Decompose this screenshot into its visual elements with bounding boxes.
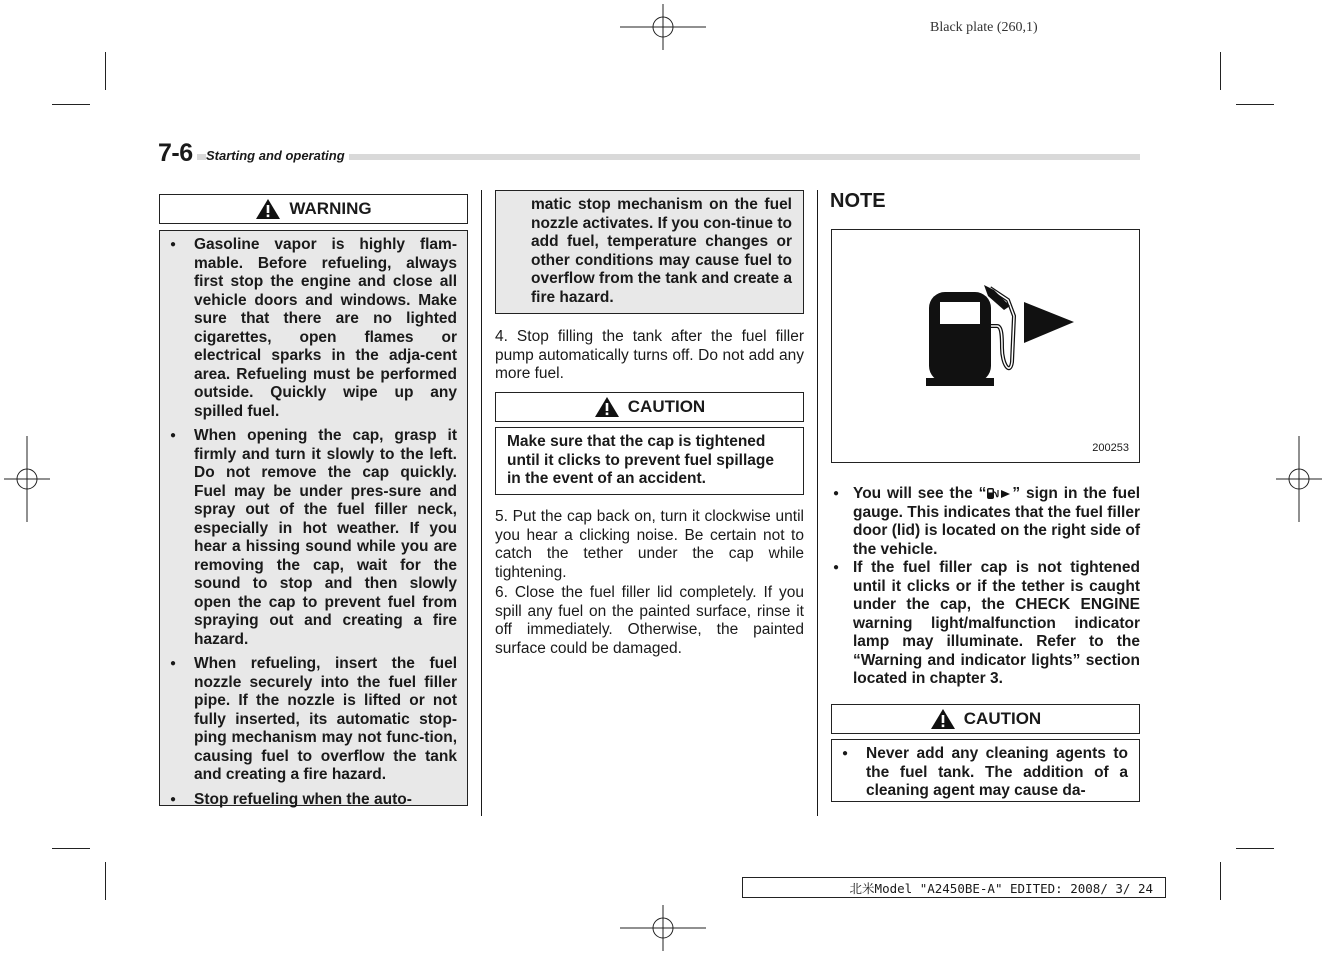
crop-mark	[1220, 862, 1221, 900]
step-4: 4. Stop filling the tank after the fuel filler pump automatically turns off. Do not add any more fuel.	[495, 328, 804, 382]
crop-mark	[52, 104, 90, 105]
fuel-gauge-figure	[831, 229, 1140, 463]
footer-text: 北米Model "A2450BE-A" EDITED: 2008/ 3/ 24	[849, 880, 1153, 896]
crop-mark	[105, 862, 106, 900]
caution-header	[495, 392, 804, 422]
warning-continued-text: matic stop mechanism on the fuel nozzle activates. If you con-tinue to add fuel, temperature changes or other conditions may cause fuel to overflow from the tank and create a fire hazard.	[531, 196, 792, 306]
registration-mark-bottom	[620, 903, 706, 953]
caution-title: CAUTION	[627, 397, 706, 416]
caution-icon	[930, 708, 956, 730]
note-text-start: You will see the “	[853, 485, 987, 502]
column-divider	[481, 190, 482, 816]
step-5: 5. Put the cap back on, turn it clockwise until you hear a clicking noise. Be certain not to catch the tether under the cap while tightening.	[495, 508, 804, 581]
note-list	[831, 485, 1140, 689]
crop-mark	[1236, 104, 1274, 105]
note-text-end: ” sign in the fuel gauge. This indicates that the fuel filler door (lid) is located on the right side of the vehicle.	[853, 485, 1141, 558]
caution-title-2: CAUTION	[963, 709, 1042, 728]
fuel-door-icon	[986, 486, 1012, 501]
caution-body-2	[831, 739, 1140, 802]
warning-header	[159, 194, 468, 224]
crop-mark	[105, 52, 106, 90]
warning-continued-box	[495, 190, 804, 314]
warning-body	[159, 230, 468, 806]
warning-bullet: ● When refueling, insert the fuel nozzle securely into the fuel filler pipe. If the nozzle is lifted or not fully inserted, its automatic stop-ping mechanism may not func-tion, causing fuel to overflow the tank and creating a fire hazard.	[160, 655, 457, 785]
note-bullet	[831, 485, 1140, 559]
caution-text: Make sure that the cap is tightened until it clicks to prevent fuel spillage in the event of an accident.	[507, 433, 775, 487]
note-bullet: ● If the fuel filler cap is not tightened until it clicks or if the tether is caught under the cap, the CHECK ENGINE warning light/malfunction indicator lamp may illuminate. Refer to the “Warning and indicator lights” section located in chapter 3.	[831, 559, 1140, 689]
figure-code: 200253	[1092, 442, 1129, 454]
warning-bullet: ● When opening the cap, grasp it firmly and turn it slowly to the left. Do not remove the cap quickly. Fuel may be under pres-sure and spray out of the fuel filler neck, especially in hot weather. If you hear a hissing sound while you are removing the cap, wait for the sound to stop and then slowly open the cap to prevent fuel from spraying out and creating a fire hazard.	[160, 427, 457, 649]
fuel-pump-icon	[832, 230, 1141, 464]
caution-bullet: ● Never add any cleaning agents to the fuel tank. The addition of a cleaning agent may cause da-	[832, 745, 1128, 801]
caution-header-2	[831, 704, 1140, 734]
step-6: 6. Close the fuel filler lid completely. If you spill any fuel on the painted surface, rinse it off immediately. Otherwise, the painted surface could be damaged.	[495, 584, 804, 657]
page-number: 7-6	[158, 139, 197, 168]
warning-title: WARNING	[289, 199, 372, 218]
caution-body	[495, 427, 804, 495]
warning-bullet: ● Gasoline vapor is highly flam-mable. Before refueling, always first stop the engine and close all vehicle doors and windows. Make sure that there are no lighted cigarettes, open flames or electrical sparks in the adja-cent area. Refueling must be performed outside. Quickly wipe up any spilled fuel.	[160, 236, 457, 421]
crop-mark	[1236, 848, 1274, 849]
plate-label: Black plate (260,1)	[930, 20, 1038, 35]
registration-mark-top	[620, 2, 706, 52]
column-divider	[817, 190, 818, 816]
crop-mark	[1220, 52, 1221, 90]
footer-edit-stamp	[742, 877, 1166, 898]
warning-icon	[255, 198, 281, 220]
note-title: NOTE	[830, 190, 886, 212]
registration-mark-right	[1276, 436, 1322, 522]
caution-icon	[594, 396, 620, 418]
crop-mark	[52, 848, 90, 849]
warning-bullet: ● Stop refueling when the auto-	[160, 791, 457, 810]
section-title: Starting and operating	[206, 148, 349, 163]
registration-mark-left	[4, 436, 50, 522]
